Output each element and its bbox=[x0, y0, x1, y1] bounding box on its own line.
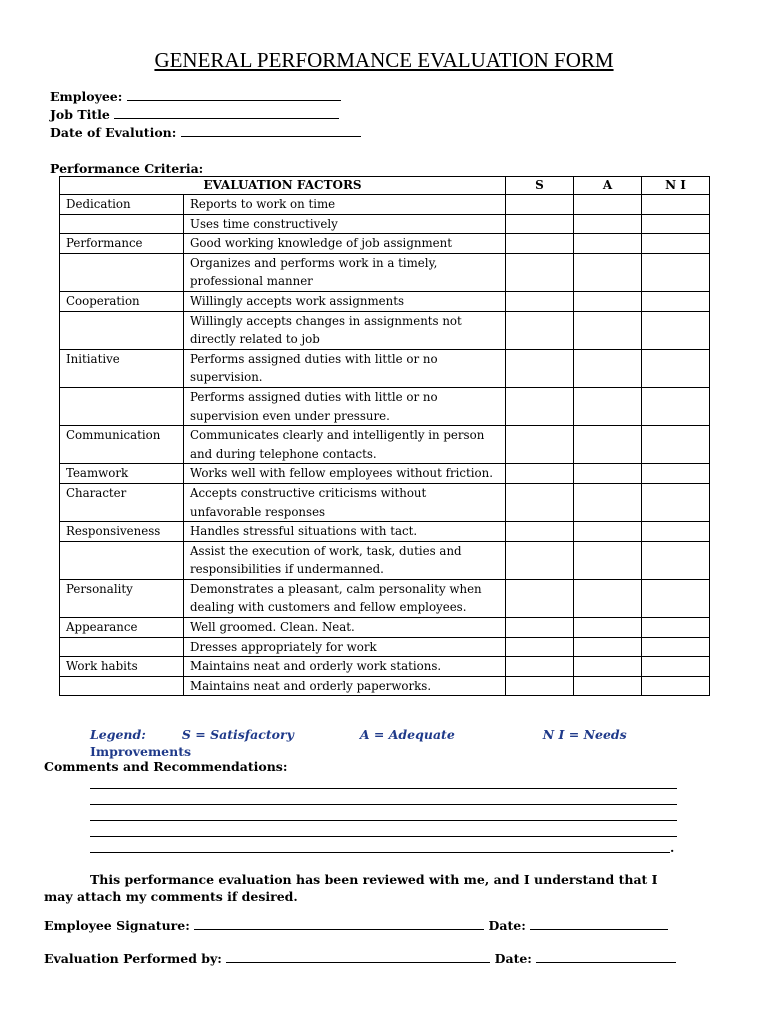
table-row bbox=[60, 464, 710, 484]
rating-cell-s[interactable] bbox=[506, 426, 574, 464]
rating-cell-a[interactable] bbox=[574, 483, 642, 521]
table-row bbox=[60, 253, 710, 291]
date1-label: Date: bbox=[488, 918, 526, 933]
factor-description: Maintains neat and orderly work stations. bbox=[184, 657, 506, 677]
rating-cell-a[interactable] bbox=[574, 214, 642, 234]
rating-cell-s[interactable] bbox=[506, 253, 574, 291]
rating-cell-ni[interactable] bbox=[642, 618, 710, 638]
factor-description: Accepts constructive criticisms without unfavorable responses bbox=[184, 483, 506, 521]
date2-line[interactable] bbox=[536, 961, 676, 963]
rating-cell-a[interactable] bbox=[574, 522, 642, 542]
rating-cell-ni[interactable] bbox=[642, 483, 710, 521]
table-row bbox=[60, 311, 710, 349]
rating-cell-ni[interactable] bbox=[642, 426, 710, 464]
legend-ni: N I = Needs bbox=[542, 727, 627, 742]
rating-cell-s[interactable] bbox=[506, 657, 574, 677]
rating-cell-ni[interactable] bbox=[642, 579, 710, 617]
comment-end-period: . bbox=[670, 840, 675, 855]
rating-cell-s[interactable] bbox=[506, 522, 574, 542]
rating-cell-ni[interactable] bbox=[642, 349, 710, 387]
rating-cell-s[interactable] bbox=[506, 311, 574, 349]
acknowledgement-text: This performance evaluation has been reviewed with me, and I understand that I may attach my comments if desired. bbox=[44, 872, 658, 904]
factor-description: Works well with fellow employees without friction. bbox=[184, 464, 506, 484]
rating-cell-a[interactable] bbox=[574, 541, 642, 579]
rating-cell-ni[interactable] bbox=[642, 253, 710, 291]
table-row bbox=[60, 214, 710, 234]
table-row bbox=[60, 522, 710, 542]
rating-cell-ni[interactable] bbox=[642, 464, 710, 484]
rating-cell-s[interactable] bbox=[506, 483, 574, 521]
table-row bbox=[60, 426, 710, 464]
date2-label: Date: bbox=[494, 951, 532, 966]
rating-cell-s[interactable] bbox=[506, 234, 574, 254]
factor-category: Initiative bbox=[60, 349, 184, 387]
employee-signature-field bbox=[44, 918, 668, 933]
header-ni: N I bbox=[642, 177, 710, 195]
rating-cell-a[interactable] bbox=[574, 349, 642, 387]
date-line[interactable] bbox=[181, 135, 361, 137]
rating-cell-a[interactable] bbox=[574, 637, 642, 657]
legend-a: A = Adequate bbox=[359, 727, 455, 742]
factor-category bbox=[60, 541, 184, 579]
rating-cell-s[interactable] bbox=[506, 618, 574, 638]
rating-cell-a[interactable] bbox=[574, 195, 642, 215]
rating-cell-a[interactable] bbox=[574, 579, 642, 617]
rating-cell-s[interactable] bbox=[506, 637, 574, 657]
table-row bbox=[60, 291, 710, 311]
rating-cell-a[interactable] bbox=[574, 618, 642, 638]
table-row bbox=[60, 637, 710, 657]
factor-category bbox=[60, 676, 184, 696]
table-row bbox=[60, 579, 710, 617]
factor-category bbox=[60, 387, 184, 425]
job-title-field bbox=[50, 107, 339, 122]
rating-cell-s[interactable] bbox=[506, 579, 574, 617]
factor-description: Handles stressful situations with tact. bbox=[184, 522, 506, 542]
factor-category: Cooperation bbox=[60, 291, 184, 311]
table-row bbox=[60, 541, 710, 579]
rating-cell-a[interactable] bbox=[574, 253, 642, 291]
rating-cell-s[interactable] bbox=[506, 291, 574, 311]
table-row bbox=[60, 657, 710, 677]
factor-category bbox=[60, 214, 184, 234]
rating-cell-a[interactable] bbox=[574, 291, 642, 311]
comment-line[interactable] bbox=[90, 836, 677, 837]
factor-description: Dresses appropriately for work bbox=[184, 637, 506, 657]
factor-category: Communication bbox=[60, 426, 184, 464]
employee-label: Employee: bbox=[50, 89, 123, 104]
factor-category: Teamwork bbox=[60, 464, 184, 484]
form-title: GENERAL PERFORMANCE EVALUATION FORM bbox=[154, 48, 614, 72]
header-a: A bbox=[574, 177, 642, 195]
rating-cell-a[interactable] bbox=[574, 426, 642, 464]
employee-line[interactable] bbox=[127, 99, 341, 101]
factor-category: Work habits bbox=[60, 657, 184, 677]
employee-signature-label: Employee Signature: bbox=[44, 918, 190, 933]
factor-description: Organizes and performs work in a timely, professional manner bbox=[184, 253, 506, 291]
factor-description: Well groomed. Clean. Neat. bbox=[184, 618, 506, 638]
criteria-label: Performance Criteria: bbox=[50, 161, 204, 176]
rating-cell-a[interactable] bbox=[574, 676, 642, 696]
rating-cell-a[interactable] bbox=[574, 657, 642, 677]
header-s: S bbox=[506, 177, 574, 195]
rating-cell-a[interactable] bbox=[574, 234, 642, 254]
rating-cell-ni[interactable] bbox=[642, 637, 710, 657]
table-row bbox=[60, 676, 710, 696]
rating-cell-ni[interactable] bbox=[642, 541, 710, 579]
date-label: Date of Evalution: bbox=[50, 125, 177, 140]
factor-category: Dedication bbox=[60, 195, 184, 215]
factor-category: Personality bbox=[60, 579, 184, 617]
rating-cell-ni[interactable] bbox=[642, 311, 710, 349]
factor-category bbox=[60, 253, 184, 291]
evaluator-field bbox=[44, 951, 676, 966]
factor-description: Maintains neat and orderly paperworks. bbox=[184, 676, 506, 696]
legend bbox=[90, 727, 627, 742]
factor-category: Appearance bbox=[60, 618, 184, 638]
comments-label: Comments and Recommendations: bbox=[44, 759, 288, 774]
rating-cell-a[interactable] bbox=[574, 311, 642, 349]
rating-cell-ni[interactable] bbox=[642, 214, 710, 234]
comment-line[interactable] bbox=[90, 820, 677, 821]
legend-s: S = Satisfactory bbox=[181, 727, 294, 742]
table-row bbox=[60, 387, 710, 425]
factor-category: Responsiveness bbox=[60, 522, 184, 542]
employee-field bbox=[50, 89, 341, 104]
rating-cell-s[interactable] bbox=[506, 195, 574, 215]
factor-description: Willingly accepts work assignments bbox=[184, 291, 506, 311]
factor-description: Assist the execution of work, task, duties and responsibilities if undermanned. bbox=[184, 541, 506, 579]
table-row bbox=[60, 349, 710, 387]
factor-description: Reports to work on time bbox=[184, 195, 506, 215]
rating-cell-a[interactable] bbox=[574, 387, 642, 425]
table-row bbox=[60, 195, 710, 215]
factor-description: Good working knowledge of job assignment bbox=[184, 234, 506, 254]
table-header-row bbox=[60, 177, 710, 195]
employee-signature-line[interactable] bbox=[194, 928, 484, 930]
rating-cell-ni[interactable] bbox=[642, 657, 710, 677]
factor-category: Performance bbox=[60, 234, 184, 254]
rating-cell-s[interactable] bbox=[506, 214, 574, 234]
factor-description: Performs assigned duties with little or no supervision even under pressure. bbox=[184, 387, 506, 425]
legend-ni-continued: Improvements bbox=[90, 744, 192, 759]
rating-cell-ni[interactable] bbox=[642, 676, 710, 696]
factor-category bbox=[60, 311, 184, 349]
rating-cell-ni[interactable] bbox=[642, 291, 710, 311]
evaluator-line[interactable] bbox=[226, 961, 490, 963]
table-row bbox=[60, 483, 710, 521]
header-evaluation-factors: EVALUATION FACTORS bbox=[60, 177, 506, 195]
legend-label: Legend: bbox=[90, 727, 146, 742]
date1-line[interactable] bbox=[530, 928, 668, 930]
rating-cell-s[interactable] bbox=[506, 464, 574, 484]
comment-line[interactable] bbox=[90, 852, 670, 853]
rating-cell-ni[interactable] bbox=[642, 195, 710, 215]
comment-line[interactable] bbox=[90, 804, 677, 805]
job-title-line[interactable] bbox=[114, 117, 339, 119]
rating-cell-s[interactable] bbox=[506, 349, 574, 387]
rating-cell-ni[interactable] bbox=[642, 522, 710, 542]
factor-description: Demonstrates a pleasant, calm personality when dealing with customers and fellow employees. bbox=[184, 579, 506, 617]
rating-cell-ni[interactable] bbox=[642, 234, 710, 254]
factor-description: Communicates clearly and intelligently in person and during telephone contacts. bbox=[184, 426, 506, 464]
rating-cell-ni[interactable] bbox=[642, 387, 710, 425]
evaluation-table bbox=[59, 176, 710, 696]
rating-cell-s[interactable] bbox=[506, 676, 574, 696]
rating-cell-a[interactable] bbox=[574, 464, 642, 484]
table-row bbox=[60, 234, 710, 254]
evaluator-label: Evaluation Performed by: bbox=[44, 951, 222, 966]
factor-description: Performs assigned duties with little or no supervision. bbox=[184, 349, 506, 387]
factor-category bbox=[60, 637, 184, 657]
table-row bbox=[60, 618, 710, 638]
comment-line[interactable] bbox=[90, 788, 677, 789]
rating-cell-s[interactable] bbox=[506, 387, 574, 425]
factor-category: Character bbox=[60, 483, 184, 521]
date-field bbox=[50, 125, 361, 140]
factor-description: Uses time constructively bbox=[184, 214, 506, 234]
job-title-label: Job Title bbox=[50, 107, 110, 122]
rating-cell-s[interactable] bbox=[506, 541, 574, 579]
factor-description: Willingly accepts changes in assignments not directly related to job bbox=[184, 311, 506, 349]
